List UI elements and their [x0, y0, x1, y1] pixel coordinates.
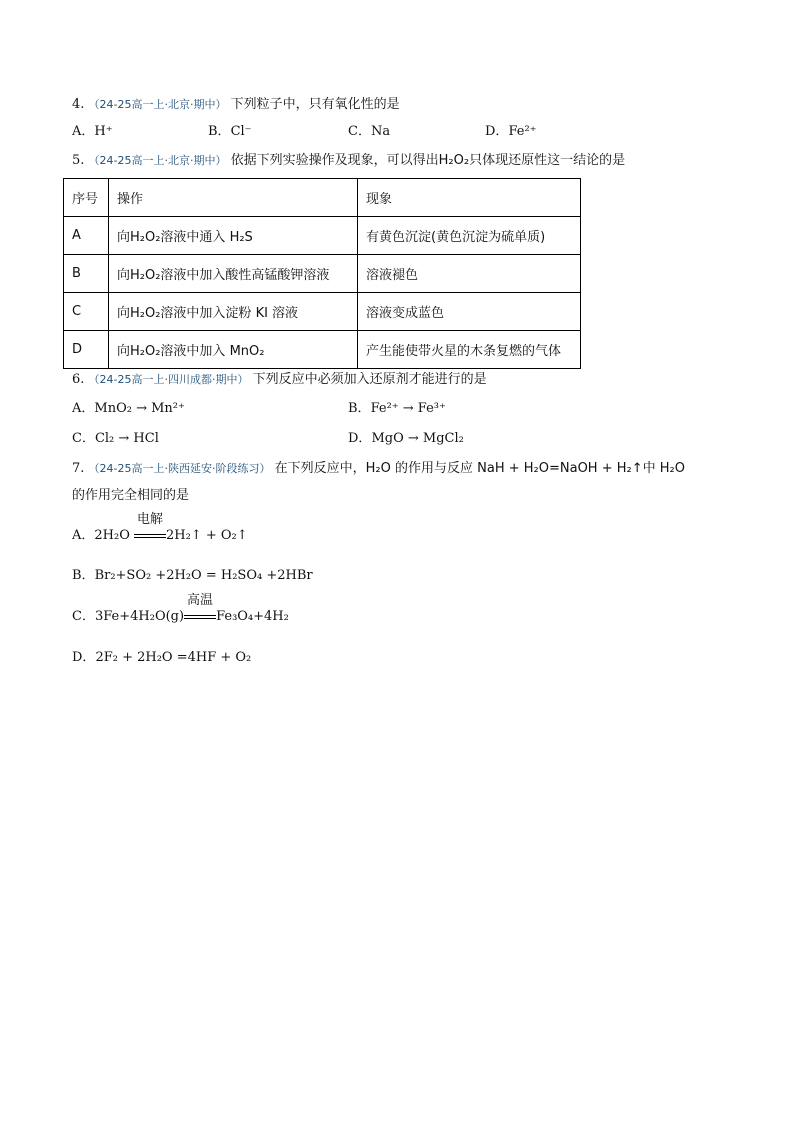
q6-option-c[interactable]	[72, 430, 159, 448]
q6-option-d[interactable]	[348, 430, 464, 448]
table-row	[64, 255, 581, 293]
q7-stem-line-1	[72, 460, 685, 478]
table-row	[64, 331, 581, 369]
option-text: 2F₂ + 2H₂O =4HF + O₂	[95, 650, 252, 665]
option-letter: C．	[348, 124, 371, 139]
option-text: Na	[370, 124, 391, 139]
option-text: Fe²⁺ → Fe³⁺	[370, 401, 446, 416]
table-cell: A	[64, 217, 109, 255]
q5-table	[63, 178, 581, 369]
table-cell: 向H₂O₂溶液中加入淀粉 KI 溶液	[109, 293, 358, 331]
table-cell: B	[64, 255, 109, 293]
table-row	[64, 293, 581, 331]
q7-source-tag: （24-25高一上·陕西延安·阶段练习）	[88, 462, 271, 475]
option-text: Fe²⁺	[508, 124, 537, 139]
table-row	[64, 217, 581, 255]
q7-option-d[interactable]	[72, 649, 251, 667]
option-letter: D．	[72, 650, 96, 665]
q4-option-c[interactable]	[348, 123, 390, 141]
option-letter: A．	[72, 124, 95, 139]
q6-stem: 下列反应中必须加入还原剂才能进行的是	[252, 372, 487, 387]
option-letter: B．	[348, 401, 371, 416]
option-text: H⁺	[94, 124, 113, 139]
option-letter: B．	[208, 124, 231, 139]
table-cell: D	[64, 331, 109, 369]
table-cell: 产生能使带火星的木条复燃的气体	[358, 331, 581, 369]
q6-source-tag: （24-25高一上·四川成都·期中）	[88, 373, 249, 386]
q4-number: 4.	[72, 97, 85, 112]
condition-label: 高温	[187, 593, 214, 608]
option-text: MgO → MgCl₂	[371, 431, 464, 446]
q7-option-c[interactable]	[72, 593, 289, 626]
option-text: Cl⁻	[230, 124, 252, 139]
q4-stem: 下列粒子中，只有氧化性的是	[230, 97, 400, 112]
q5-stem: 依据下列实验操作及现象，可以得出H₂O₂只体现还原性这一结论的是	[230, 153, 626, 168]
q7-stem: 在下列反应中，H₂O 的作用与反应 NaH + H₂O=NaOH + H₂↑中 H₂O	[274, 461, 685, 476]
q6-number: 6.	[72, 372, 85, 387]
header-cell-phenomenon: 现象	[358, 179, 581, 217]
q4-option-d[interactable]	[485, 123, 537, 141]
q4-stem-line	[72, 96, 400, 114]
equation-right: Fe₃O₄+4H₂	[216, 609, 289, 624]
q5-source-tag: （24-25高一上·北京·期中）	[88, 154, 227, 167]
table-header-row	[64, 179, 581, 217]
equation-left: 3Fe+4H₂O(g)	[94, 609, 185, 624]
q4-source-tag: （24-25高一上·北京·期中）	[88, 98, 227, 111]
option-text: MnO₂ → Mn²⁺	[94, 401, 185, 416]
option-text: Cl₂ → HCl	[94, 431, 159, 446]
q5-number: 5.	[72, 153, 85, 168]
option-letter: B．	[72, 568, 95, 583]
option-letter: C．	[72, 431, 95, 446]
header-cell-operation: 操作	[109, 179, 358, 217]
q7-stem-line-2: 的作用完全相同的是	[72, 488, 190, 503]
table-cell: 有黄色沉淀(黄色沉淀为硫单质)	[358, 217, 581, 255]
q4-option-a[interactable]	[72, 123, 113, 141]
q6-option-b[interactable]	[348, 400, 446, 418]
q7-option-b[interactable]	[72, 567, 313, 585]
table-cell: 向H₂O₂溶液中加入酸性高锰酸钾溶液	[109, 255, 358, 293]
q7-number: 7.	[72, 461, 85, 476]
q4-option-b[interactable]	[208, 123, 252, 141]
condition-label: 电解	[137, 512, 164, 527]
q7-option-a[interactable]	[72, 512, 248, 545]
q6-option-a[interactable]	[72, 400, 185, 418]
equation-left: 2H₂O	[94, 528, 130, 543]
reaction-condition	[134, 512, 166, 545]
option-letter: A．	[72, 528, 95, 543]
table-cell: 溶液褪色	[358, 255, 581, 293]
option-letter: A．	[72, 401, 95, 416]
equals-sign	[134, 534, 166, 538]
option-letter: D．	[485, 124, 509, 139]
q6-stem-line	[72, 371, 487, 389]
option-text: Br₂+SO₂ +2H₂O = H₂SO₄ +2HBr	[94, 568, 313, 583]
table-cell: 溶液变成蓝色	[358, 293, 581, 331]
q5-stem-line	[72, 152, 625, 170]
table-cell: 向H₂O₂溶液中通入 H₂S	[109, 217, 358, 255]
equation-right: 2H₂↑ + O₂↑	[166, 528, 248, 543]
table-cell: 向H₂O₂溶液中加入 MnO₂	[109, 331, 358, 369]
reaction-condition	[184, 593, 216, 626]
equals-sign	[184, 615, 216, 619]
option-letter: C．	[72, 609, 95, 624]
table-cell: C	[64, 293, 109, 331]
option-letter: D．	[348, 431, 372, 446]
header-cell-number: 序号	[64, 179, 109, 217]
